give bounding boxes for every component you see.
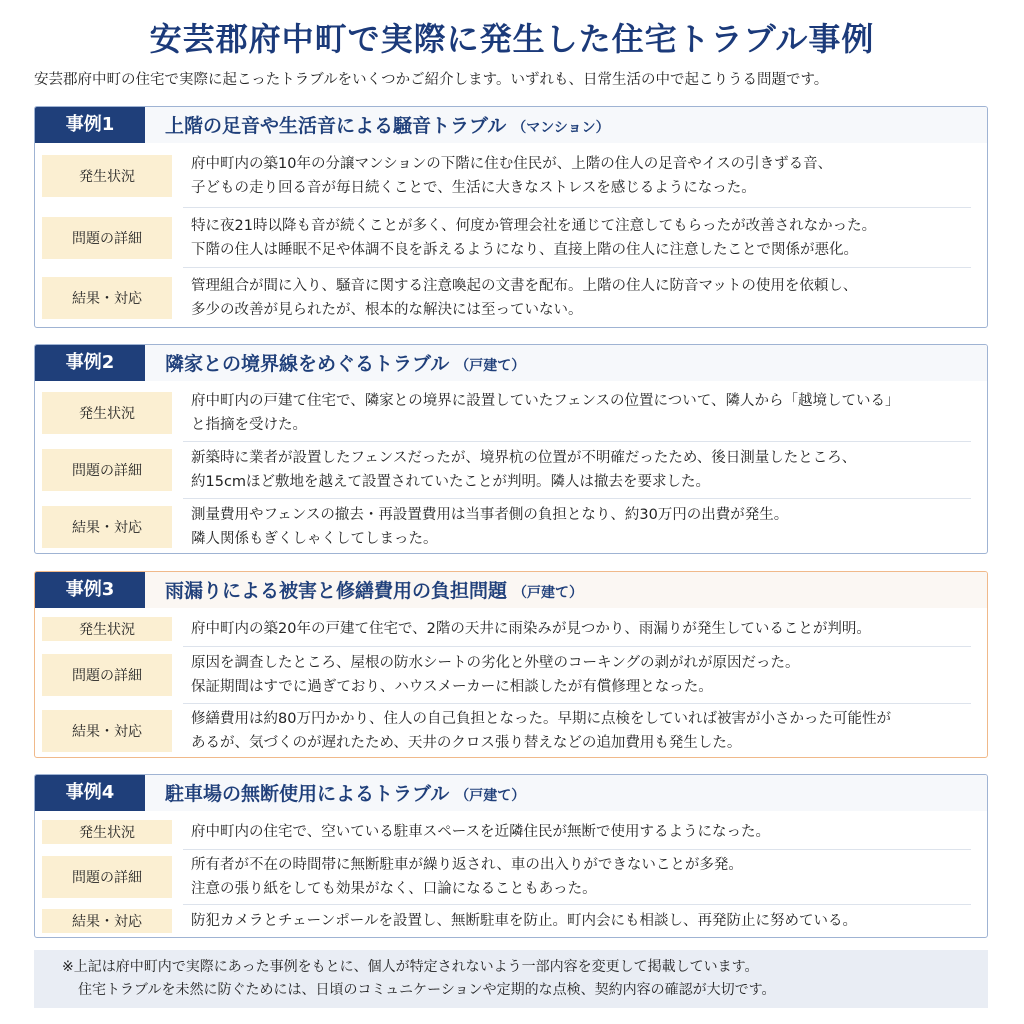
footnote (34, 950, 988, 1008)
case-title (165, 345, 525, 381)
case-card-3 (34, 571, 988, 758)
row-divider (183, 207, 971, 208)
row-label: 結果・対応 (42, 506, 172, 548)
case-card-4 (34, 774, 988, 938)
case-type: （戸建て） (455, 788, 526, 804)
case-card-1 (34, 106, 988, 328)
case-row (35, 499, 987, 554)
case-header (35, 107, 987, 143)
row-divider (183, 267, 971, 268)
case-type: （戸建て） (513, 585, 584, 601)
row-text: 原因を調査したところ、屋根の防水シートの劣化と外壁のコーキングの剥がれが原因だった。 保証期間はすでに過ぎており、ハウスメーカーに相談したが有償修理となった。 (191, 655, 800, 695)
case-row (35, 147, 987, 205)
case-header (35, 775, 987, 811)
case-tag: 事例2 (35, 345, 145, 381)
row-text: 管理組合が間に入り、騒音に関する注意喚起の文書を配布。上階の住人に防音マットの使用を依頼し、 多少の改善が見られたが、根本的な解決には至っていない。 (191, 278, 858, 318)
case-title (165, 572, 583, 608)
case-title-text: 上階の足音や生活音による騒音トラブル (165, 115, 507, 137)
case-title (165, 775, 525, 811)
case-title-text: 駐車場の無断使用によるトラブル (165, 783, 450, 805)
case-title-text: 隣家との境界線をめぐるトラブル (165, 353, 450, 375)
case-card-2 (34, 344, 988, 554)
row-text: 測量費用やフェンスの撤去・再設置費用は当事者側の負担となり、約30万円の出費が発生。 隣人関係もぎくしゃくしてしまった。 (191, 507, 789, 547)
case-row (35, 269, 987, 327)
row-label: 問題の詳細 (42, 449, 172, 491)
case-type: （マンション） (512, 120, 610, 136)
row-text: 所有者が不在の時間帯に無断駐車が繰り返され、車の出入りができないことが多発。 注意の張り紙をしても効果がなく、口論になることもあった。 (191, 857, 743, 897)
case-row (35, 850, 987, 904)
intro-text: 安芸郡府中町の住宅で実際に起こったトラブルをいくつかご紹介します。いずれも、日常生活の中で起こりうる問題です。 (34, 72, 829, 88)
footnote-line: ※上記は府中町内で実際にあった事例をもとに、個人が特定されないよう一部内容を変更して掲載しています。 (62, 959, 759, 975)
case-row (35, 815, 987, 849)
case-header (35, 345, 987, 381)
case-row (35, 209, 987, 267)
case-row (35, 905, 987, 938)
row-text: 府中町内の住宅で、空いている駐車スペースを近隣住民が無断で使用するようになった。 (191, 824, 770, 840)
row-label: 発生状況 (42, 820, 172, 844)
row-label: 発生状況 (42, 155, 172, 197)
case-type: （戸建て） (455, 358, 526, 374)
row-label: 問題の詳細 (42, 654, 172, 696)
row-label: 発生状況 (42, 617, 172, 641)
case-tag: 事例3 (35, 572, 145, 608)
case-tag: 事例1 (35, 107, 145, 143)
row-label: 問題の詳細 (42, 856, 172, 898)
case-row (35, 647, 987, 703)
footnote-line: 住宅トラブルを未然に防ぐためには、日頃のコミュニケーションや定期的な点検、契約内容の確認が大切です。 (78, 982, 776, 998)
row-text: 府中町内の戸建て住宅で、隣家との境界に設置していたフェンスの位置について、隣人から「越境している」 と指摘を受けた。 (191, 393, 900, 433)
row-label: 結果・対応 (42, 277, 172, 319)
row-text: 新築時に業者が設置したフェンスだったが、境界杭の位置が不明確だったため、後日測量したところ、 約15cmほど敷地を越えて設置されていたことが判明。隣人は撤去を要求した。 (191, 450, 857, 490)
row-label: 問題の詳細 (42, 217, 172, 259)
row-label: 結果・対応 (42, 909, 172, 933)
row-text: 修繕費用は約80万円かかり、住人の自己負担となった。早期に点検をしていれば被害が小さかった可能性が あるが、気づくのが遅れたため、天井のクロス張り替えなどの追加費用も発生した。 (191, 711, 891, 751)
case-header (35, 572, 987, 608)
case-title (165, 107, 610, 143)
case-row (35, 385, 987, 441)
page-title: 安芸郡府中町で実際に発生した住宅トラブル事例 (149, 20, 875, 58)
row-label: 結果・対応 (42, 710, 172, 752)
row-text: 府中町内の築20年の戸建て住宅で、2階の天井に雨染みが見つかり、雨漏りが発生していることが判明。 (191, 621, 871, 637)
row-text: 府中町内の築10年の分譲マンションの下階に住む住民が、上階の住人の足音やイスの引きずる音、 子どもの走り回る音が毎日続くことで、生活に大きなストレスを感じるようになった。 (191, 156, 833, 196)
row-text: 防犯カメラとチェーンポールを設置し、無断駐車を防止。町内会にも相談し、再発防止に努めている。 (191, 913, 857, 929)
case-row (35, 442, 987, 498)
case-row (35, 704, 987, 758)
row-label: 発生状況 (42, 392, 172, 434)
case-row (35, 612, 987, 646)
case-title-text: 雨漏りによる被害と修繕費用の負担問題 (165, 580, 508, 602)
case-tag: 事例4 (35, 775, 145, 811)
row-text: 特に夜21時以降も音が続くことが多く、何度か管理会社を通じて注意してもらったが改善されなかった。 下階の住人は睡眠不足や体調不良を訴えるようになり、直接上階の住人に注意したことで関係が悪化。 (191, 218, 877, 258)
